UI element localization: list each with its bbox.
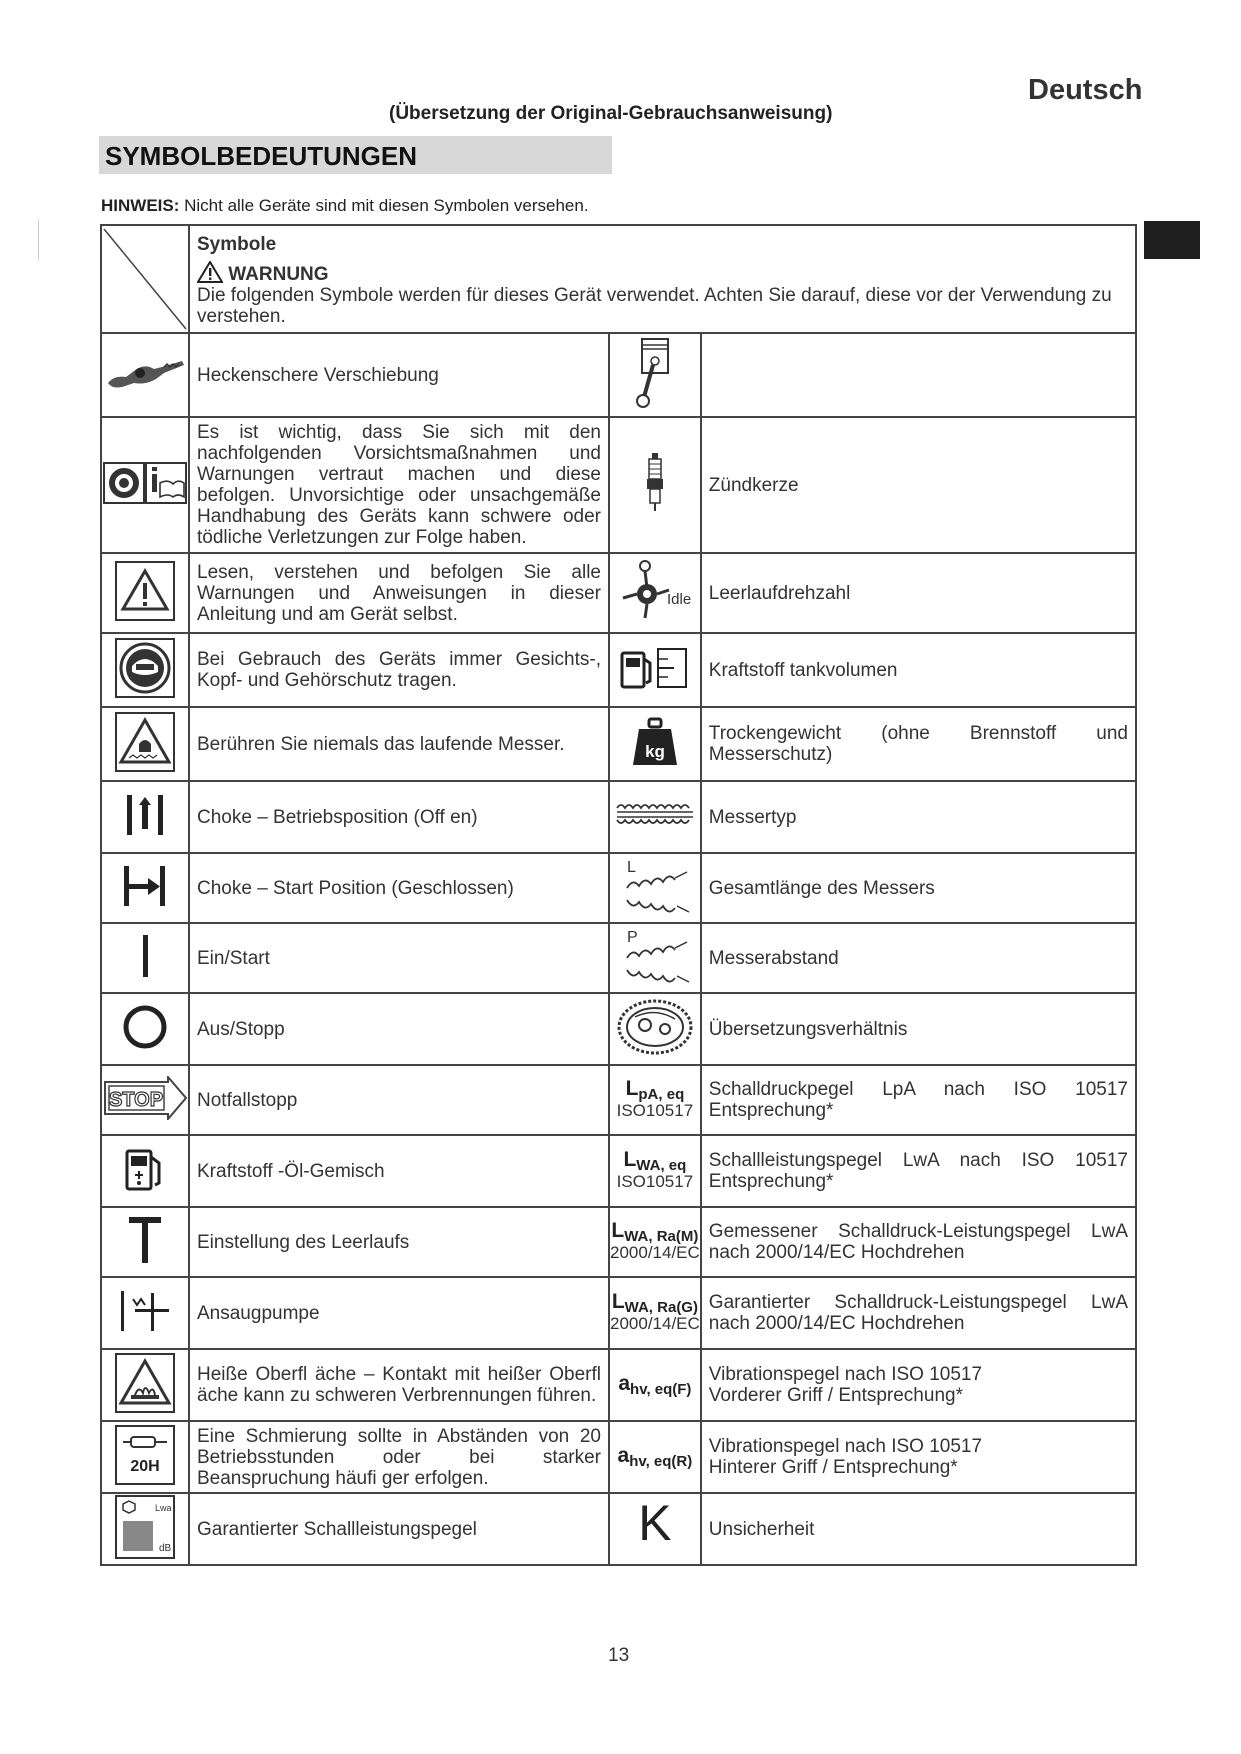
symbol-cell bbox=[101, 633, 189, 707]
document-subtitle: (Übersetzung der Original-Gebrauchsanweisung) bbox=[389, 103, 833, 124]
language-label: Deutsch bbox=[1028, 74, 1143, 106]
symbol-description: Messertyp bbox=[701, 781, 1136, 853]
section-header bbox=[99, 136, 612, 174]
table-row bbox=[101, 1135, 1136, 1207]
off-stop-icon bbox=[122, 1004, 168, 1050]
symbol-description: Leerlaufdrehzahl bbox=[701, 553, 1136, 633]
note-label: HINWEIS: bbox=[101, 196, 180, 215]
idle-label: Idle bbox=[666, 590, 692, 608]
lpa-label bbox=[625, 1077, 685, 1103]
idle-adjust-icon bbox=[125, 1215, 165, 1265]
header-description: Die folgenden Symbole werden für dieses Gerät verwendet. Achten Sie darauf, diese vor der Verwendung zu verstehen. bbox=[197, 284, 1112, 327]
section-title: SYMBOLBEDEUTUNGEN bbox=[105, 141, 418, 171]
lubrication-icon bbox=[115, 1425, 175, 1485]
symbol-description: Notfallstopp bbox=[189, 1065, 609, 1135]
ahvr-main: a bbox=[617, 1444, 630, 1467]
sound-power-icon bbox=[115, 1495, 175, 1559]
symbol-description: Es ist wichtig, dass Sie sich mit den nachfolgenden Vorsichtsmaßnahmen und Warnungen vertraut machen und diese befolgen. Unvorsichtige oder unsachgemäße Handhabung des Geräts kann schwere oder tödliche Verletzungen zur Folge haben. bbox=[189, 417, 609, 553]
symbol-description: Unsicherheit bbox=[701, 1493, 1136, 1565]
warning-triangle-icon bbox=[197, 261, 223, 283]
k-label: K bbox=[638, 1495, 672, 1551]
fuel-mix-icon bbox=[123, 1145, 167, 1193]
table-row bbox=[101, 1349, 1136, 1421]
idle-speed-icon bbox=[615, 558, 695, 624]
blade-pitch-icon bbox=[613, 926, 697, 986]
lwa-standard: ISO10517 bbox=[616, 1172, 694, 1191]
symbol-description: Gesamtlänge des Messers bbox=[701, 853, 1136, 923]
symbol-cell bbox=[101, 993, 189, 1065]
symbol-cell bbox=[609, 993, 701, 1065]
symbol-cell bbox=[609, 333, 701, 417]
ahvf-main: a bbox=[618, 1372, 631, 1395]
table-row bbox=[101, 633, 1136, 707]
lwa-main: L bbox=[623, 1148, 637, 1171]
blade-type-icon bbox=[615, 800, 695, 830]
table-row bbox=[101, 1493, 1136, 1565]
noise-label-cell bbox=[609, 1065, 701, 1135]
read-manual-icon bbox=[102, 457, 188, 509]
table-row bbox=[101, 1421, 1136, 1493]
symbol-description bbox=[701, 333, 1136, 417]
lwam-sub: WA, Ra(M) bbox=[624, 1228, 699, 1245]
symbol-description: Bei Gebrauch des Geräts immer Gesichts-, Kopf- und Gehörschutz tragen. bbox=[189, 633, 609, 707]
symbol-description: Garantierter Schallleistungspegel bbox=[189, 1493, 609, 1565]
symbol-cell bbox=[609, 633, 701, 707]
kg-label: kg bbox=[644, 741, 665, 761]
lwa-label bbox=[623, 1148, 687, 1174]
symbol-description: Heckenschere Verschiebung bbox=[189, 333, 609, 417]
symbol-description: Vibrationspegel nach ISO 10517 Hinterer Griff / Entsprechung* bbox=[701, 1421, 1136, 1493]
blade-warning-icon bbox=[115, 712, 175, 772]
page-number: 13 bbox=[608, 1645, 630, 1666]
symbol-description: Gemessener Schalldruck-Leistungspegel LwA nach 2000/14/EC Hochdrehen bbox=[701, 1207, 1136, 1277]
lwa-small-label: Lwa bbox=[155, 1502, 172, 1513]
symbol-description: Trockengewicht (ohne Brennstoff und Messerschutz) bbox=[701, 707, 1136, 781]
symbol-description: Schalldruckpegel LpA nach ISO 10517 Entsprechung* bbox=[701, 1065, 1136, 1135]
symbol-description: Choke – Betriebsposition (Off en) bbox=[189, 781, 609, 853]
table-row bbox=[101, 1065, 1136, 1135]
warning-triangle-icon bbox=[115, 561, 175, 621]
stop-sign-icon bbox=[102, 1076, 188, 1120]
vibration-label-cell bbox=[609, 1349, 701, 1421]
symbol-cell bbox=[101, 333, 189, 417]
symbol-cell bbox=[609, 417, 701, 553]
note bbox=[101, 196, 589, 216]
db-label: dB bbox=[159, 1542, 172, 1554]
symbol-description: Ansaugpumpe bbox=[189, 1277, 609, 1349]
header-text-cell bbox=[189, 225, 1136, 333]
table-row bbox=[101, 853, 1136, 923]
blade-length-letter: L bbox=[626, 858, 636, 876]
table-row bbox=[101, 993, 1136, 1065]
noise-label-cell bbox=[609, 1135, 701, 1207]
symbol-cell bbox=[101, 1065, 189, 1135]
symbol-cell bbox=[609, 707, 701, 781]
protective-gear-icon bbox=[115, 638, 175, 698]
lwa-rag-label bbox=[611, 1290, 698, 1316]
page-tab-marker bbox=[1144, 221, 1200, 259]
symbol-description: Messerabstand bbox=[701, 923, 1136, 993]
lwam-main: L bbox=[611, 1219, 625, 1242]
ahvf-sub: hv, eq(F) bbox=[630, 1381, 692, 1398]
symbol-description: Aus/Stopp bbox=[189, 993, 609, 1065]
header-warning bbox=[197, 261, 1128, 285]
blade-pitch-letter: P bbox=[626, 928, 638, 946]
table-row bbox=[101, 923, 1136, 993]
symbol-cell bbox=[609, 1493, 701, 1565]
header-diagonal-cell bbox=[101, 225, 189, 333]
piston-icon bbox=[630, 335, 680, 411]
symbol-cell bbox=[101, 417, 189, 553]
choke-closed-icon bbox=[120, 864, 170, 908]
symbol-cell bbox=[101, 923, 189, 993]
symbol-description: Eine Schmierung sollte in Abständen von 20 Betriebsstunden oder bei starker Beanspruchung häufi ger erfolgen. bbox=[189, 1421, 609, 1493]
symbol-cell bbox=[101, 1135, 189, 1207]
vibration-label-cell bbox=[609, 1421, 701, 1493]
note-text: Nicht alle Geräte sind mit diesen Symbolen versehen. bbox=[179, 196, 589, 215]
blade-length-icon bbox=[613, 856, 697, 916]
symbol-cell bbox=[101, 781, 189, 853]
warning-label: WARNUNG bbox=[228, 263, 329, 285]
lpa-sub: pA, eq bbox=[638, 1086, 685, 1103]
symbol-description: Choke – Start Position (Geschlossen) bbox=[189, 853, 609, 923]
lwa-ram-label bbox=[611, 1219, 699, 1245]
fuel-tank-icon bbox=[618, 645, 692, 691]
symbol-description: Vibrationspegel nach ISO 10517 Vorderer Griff / Entsprechung* bbox=[701, 1349, 1136, 1421]
symbol-description: Übersetzungsverhältnis bbox=[701, 993, 1136, 1065]
symbol-cell bbox=[101, 553, 189, 633]
lwag-standard: 2000/14/EC bbox=[610, 1314, 700, 1333]
choke-open-icon bbox=[123, 793, 167, 837]
symbol-table bbox=[100, 224, 1137, 1566]
symbol-description: Heiße Oberfl äche – Kontakt mit heißer Oberfl äche kann zu schweren Verbrennungen führen. bbox=[189, 1349, 609, 1421]
lwag-sub: WA, Ra(G) bbox=[624, 1299, 698, 1316]
symbol-description: Garantierter Schalldruck-Leistungspegel LwA nach 2000/14/EC Hochdrehen bbox=[701, 1277, 1136, 1349]
symbol-description: Lesen, verstehen und befolgen Sie alle Warnungen und Anweisungen in dieser Anleitung und am Gerät selbst. bbox=[189, 553, 609, 633]
table-row bbox=[101, 333, 1136, 417]
symbol-description: Berühren Sie niemals das laufende Messer. bbox=[189, 707, 609, 781]
symbol-cell bbox=[609, 853, 701, 923]
table-row bbox=[101, 553, 1136, 633]
symbol-cell bbox=[101, 1421, 189, 1493]
table-row bbox=[101, 1277, 1136, 1349]
lpa-standard: ISO10517 bbox=[616, 1101, 694, 1120]
weight-icon bbox=[631, 717, 679, 767]
spark-plug-icon bbox=[643, 451, 667, 515]
header-title: Symbole bbox=[197, 233, 277, 255]
noise-label-cell bbox=[609, 1277, 701, 1349]
symbol-cell bbox=[609, 781, 701, 853]
symbol-cell bbox=[101, 1207, 189, 1277]
symbol-cell bbox=[101, 707, 189, 781]
symbol-description: Kraftstoff -Öl-Gemisch bbox=[189, 1135, 609, 1207]
lwa-sub: WA, eq bbox=[636, 1157, 687, 1174]
symbol-description: Kraftstoff tankvolumen bbox=[701, 633, 1136, 707]
ahv-front-label bbox=[618, 1372, 692, 1398]
table-row bbox=[101, 707, 1136, 781]
table-header-row bbox=[101, 225, 1136, 333]
symbol-cell bbox=[101, 1493, 189, 1565]
symbol-cell bbox=[101, 1277, 189, 1349]
symbol-description: Ein/Start bbox=[189, 923, 609, 993]
symbol-cell bbox=[609, 553, 701, 633]
hedge-trimmer-icon bbox=[104, 353, 186, 393]
primer-pump-icon bbox=[115, 1287, 175, 1335]
noise-label-cell bbox=[609, 1207, 701, 1277]
ahv-rear-label bbox=[617, 1444, 693, 1470]
lpa-main: L bbox=[625, 1077, 639, 1100]
ahvr-sub: hv, eq(R) bbox=[629, 1453, 693, 1470]
stop-label: STOP bbox=[108, 1088, 164, 1111]
hot-surface-icon bbox=[115, 1353, 175, 1413]
gear-ratio-icon bbox=[615, 997, 695, 1057]
symbol-cell bbox=[101, 1349, 189, 1421]
table-row bbox=[101, 781, 1136, 853]
table-row bbox=[101, 417, 1136, 553]
lwam-standard: 2000/14/EC bbox=[610, 1243, 700, 1262]
on-start-icon bbox=[135, 933, 155, 979]
symbol-cell bbox=[609, 923, 701, 993]
lwag-main: L bbox=[611, 1290, 625, 1313]
symbol-description: Einstellung des Leerlaufs bbox=[189, 1207, 609, 1277]
symbol-description: Schallleistungspegel LwA nach ISO 10517 Entsprechung* bbox=[701, 1135, 1136, 1207]
margin-line bbox=[38, 220, 39, 260]
symbol-description: Zündkerze bbox=[701, 417, 1136, 553]
symbol-cell bbox=[101, 853, 189, 923]
hours-label: 20H bbox=[130, 1457, 160, 1475]
table-row bbox=[101, 1207, 1136, 1277]
